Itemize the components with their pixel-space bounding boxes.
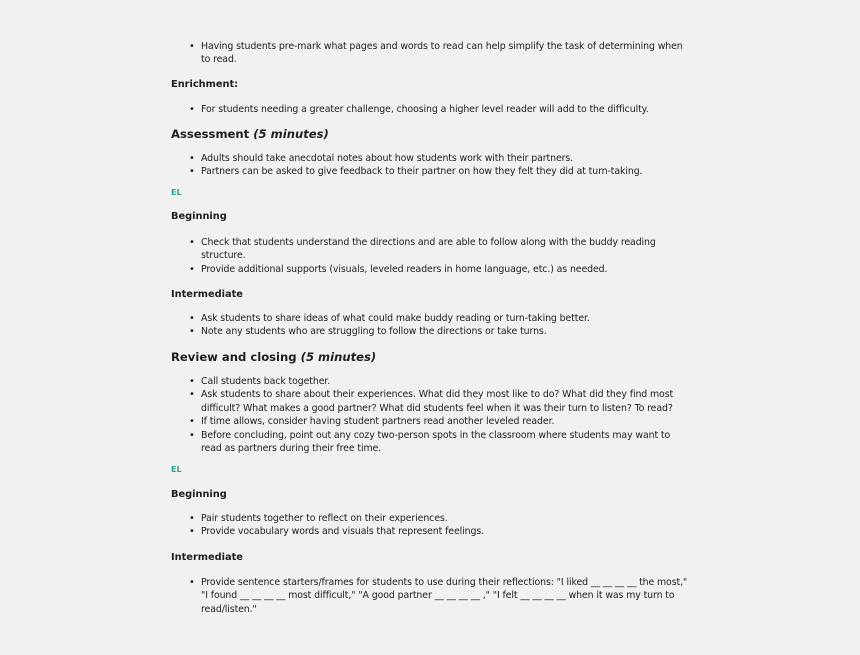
enrichment-list xyxy=(189,103,689,116)
intermediate-label: Intermediate xyxy=(171,552,243,563)
intermediate-label: Intermediate xyxy=(171,289,243,300)
review-beginning-list xyxy=(189,512,689,539)
review-list xyxy=(189,375,689,455)
list-item: • Note any students who are struggling to follow the directions or take turns. xyxy=(189,325,689,338)
list-item: • If time allows, consider having student partners read another leveled reader. xyxy=(189,415,689,428)
el-label: EL xyxy=(171,465,182,474)
beginning-label: Beginning xyxy=(171,489,227,500)
list-item: • Partners can be asked to give feedback to their partner on how they felt they did at turn-taking. xyxy=(189,165,689,178)
assessment-title: Assessment xyxy=(171,127,250,141)
beginning-label: Beginning xyxy=(171,211,227,222)
list-item: • Call students back together. xyxy=(189,375,689,388)
list-item: • Before concluding, point out any cozy two-person spots in the classroom where students may want to read as partners during their free time. xyxy=(189,429,689,456)
top-bullet-list xyxy=(189,40,689,67)
list-item: • Provide sentence starters/frames for students to use during their reflections: "I liked __ __ __ __ the most," "I found __ __ __ __ most difficult," "A good partner __ __ __ __ ," "I felt __ __ __ __ when it was my turn to read/listen." xyxy=(189,576,689,616)
assessment-beginning-list xyxy=(189,236,689,276)
list-item: • Provide vocabulary words and visuals that represent feelings. xyxy=(189,525,689,538)
list-item: • Check that students understand the directions and are able to follow along with the buddy reading structure. xyxy=(189,236,689,263)
list-item: • For students needing a greater challenge, choosing a higher level reader will add to the difficulty. xyxy=(189,103,689,116)
el-label: EL xyxy=(171,188,182,197)
list-item: • Adults should take anecdotal notes about how students work with their partners. xyxy=(189,152,689,165)
list-item: • Provide additional supports (visuals, leveled readers in home language, etc.) as needed. xyxy=(189,263,689,276)
list-item: • Having students pre-mark what pages and words to read can help simplify the task of determining when to read. xyxy=(189,40,689,67)
review-duration: (5 minutes) xyxy=(300,350,377,364)
enrichment-label: Enrichment: xyxy=(171,79,239,90)
assessment-intermediate-list xyxy=(189,312,689,339)
list-item: • Ask students to share ideas of what could make buddy reading or turn-taking better. xyxy=(189,312,689,325)
list-item: • Pair students together to reflect on their experiences. xyxy=(189,512,689,525)
review-heading xyxy=(171,350,376,364)
assessment-heading xyxy=(171,127,329,141)
assessment-duration: (5 minutes) xyxy=(253,127,329,141)
list-item: • Ask students to share about their experiences. What did they most like to do? What did they find most difficult? What makes a good partner? What did students feel when it was their turn to listen? To read? xyxy=(189,388,689,415)
review-title: Review and closing xyxy=(171,350,297,364)
review-intermediate-list xyxy=(189,576,689,616)
assessment-list xyxy=(189,152,689,179)
